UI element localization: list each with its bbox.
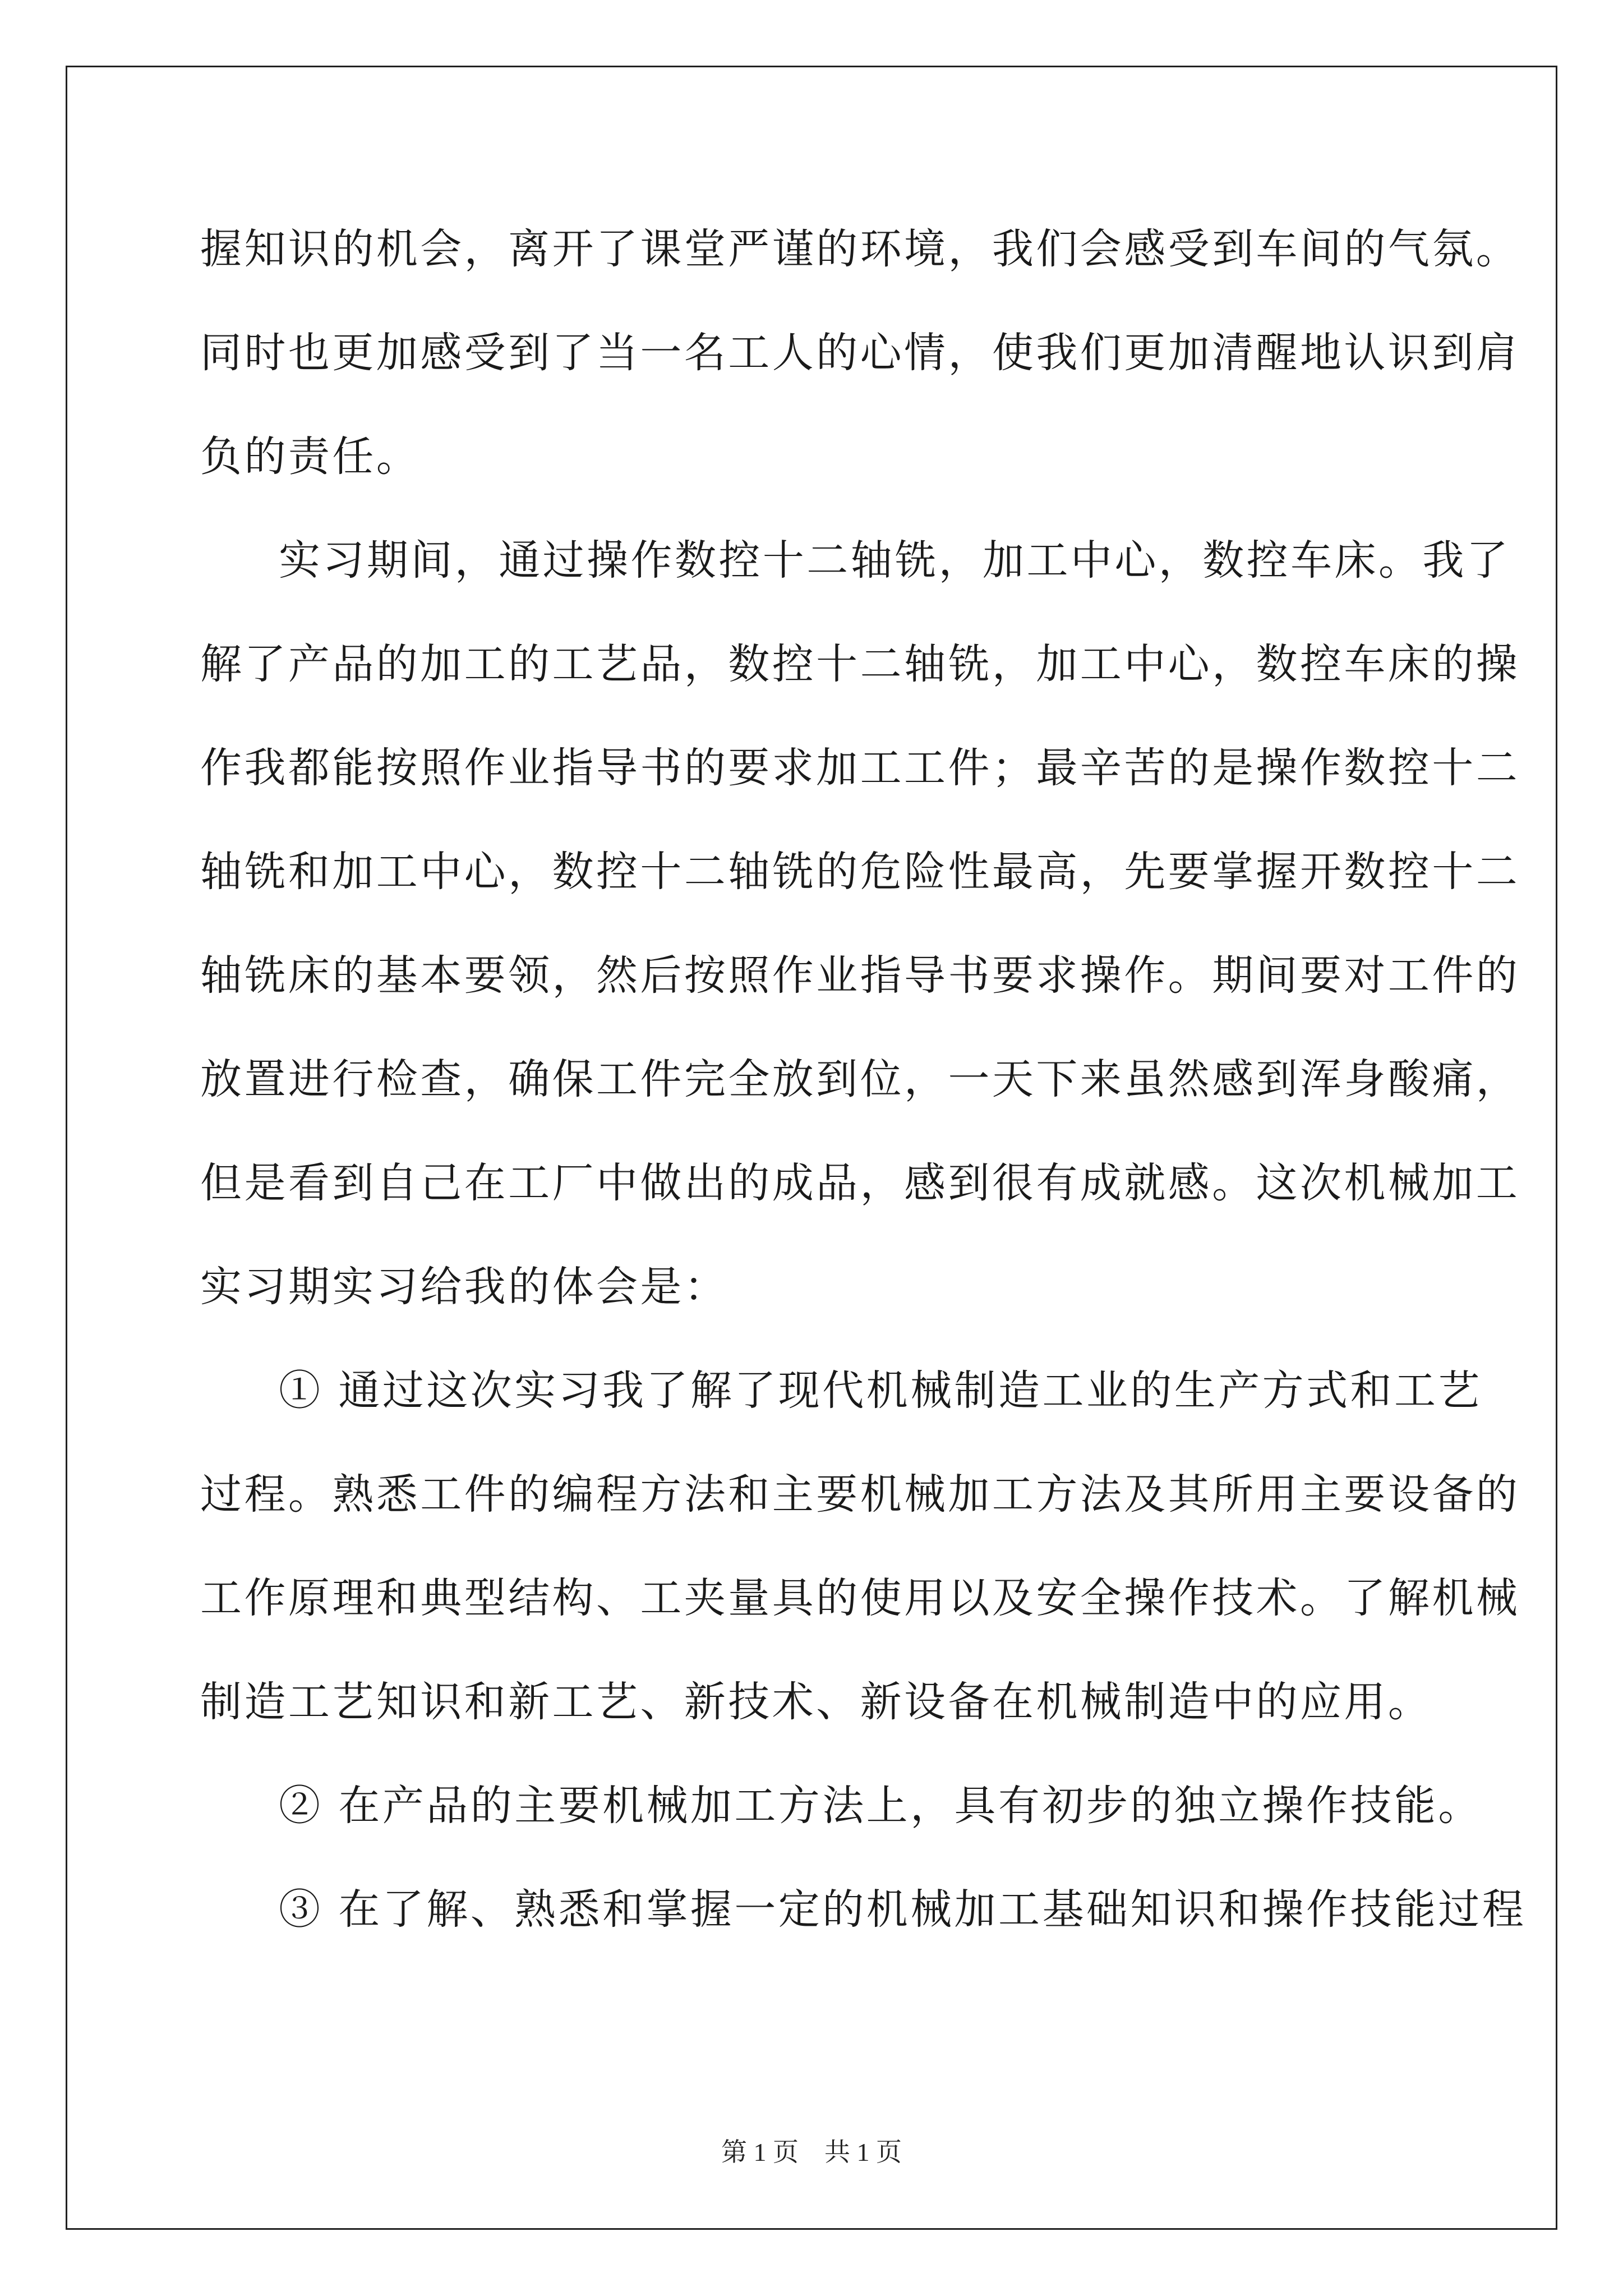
text-line: 工作原理和典型结构、工夹量具的使用以及安全操作技术。了解机械 — [200, 1574, 1520, 1622]
text-line: ② 在产品的主要机械加工方法上，具有初步的独立操作技能。 — [279, 1782, 1482, 1830]
text-line: 实习期间，通过操作数控十二轴铣，加工中心，数控车床。我了 — [279, 536, 1511, 585]
page-number-footer: 第 1 页 共 1 页 — [721, 2138, 902, 2166]
text-line: 负的责任。 — [200, 432, 421, 481]
text-line: 同时也更加感受到了当一名工人的心情，使我们更加清醒地认识到肩 — [200, 329, 1520, 377]
text-line: ① 通过这次实习我了解了现代机械制造工业的生产方式和工艺 — [279, 1366, 1482, 1415]
text-line: 轴铣床的基本要领，然后按照作业指导书要求操作。期间要对工件的 — [200, 951, 1520, 1000]
text-line: 但是看到自己在工厂中做出的成品，感到很有成就感。这次机械加工 — [200, 1159, 1520, 1207]
text-line: 实习期实习给我的体会是： — [200, 1263, 728, 1311]
text-line: 轴铣和加工中心，数控十二轴铣的危险性最高，先要掌握开数控十二 — [200, 848, 1520, 896]
text-line: 握知识的机会，离开了课堂严谨的环境，我们会感受到车间的气氛。 — [200, 225, 1520, 273]
text-line: 放置进行检查，确保工件完全放到位，一天下来虽然感到浑身酸痛， — [200, 1055, 1520, 1103]
text-line: 制造工艺知识和新工艺、新技术、新设备在机械制造中的应用。 — [200, 1678, 1432, 1726]
text-line: 解了产品的加工的工艺品，数控十二轴铣，加工中心，数控车床的操 — [200, 640, 1520, 688]
text-line: 作我都能按照作业指导书的要求加工工件；最辛苦的是操作数控十二 — [200, 744, 1520, 792]
text-line: 过程。熟悉工件的编程方法和主要机械加工方法及其所用主要设备的 — [200, 1470, 1520, 1519]
document-body — [200, 197, 1527, 1962]
text-line: ③ 在了解、熟悉和掌握一定的机械加工基础知识和操作技能过程 — [279, 1885, 1527, 1934]
